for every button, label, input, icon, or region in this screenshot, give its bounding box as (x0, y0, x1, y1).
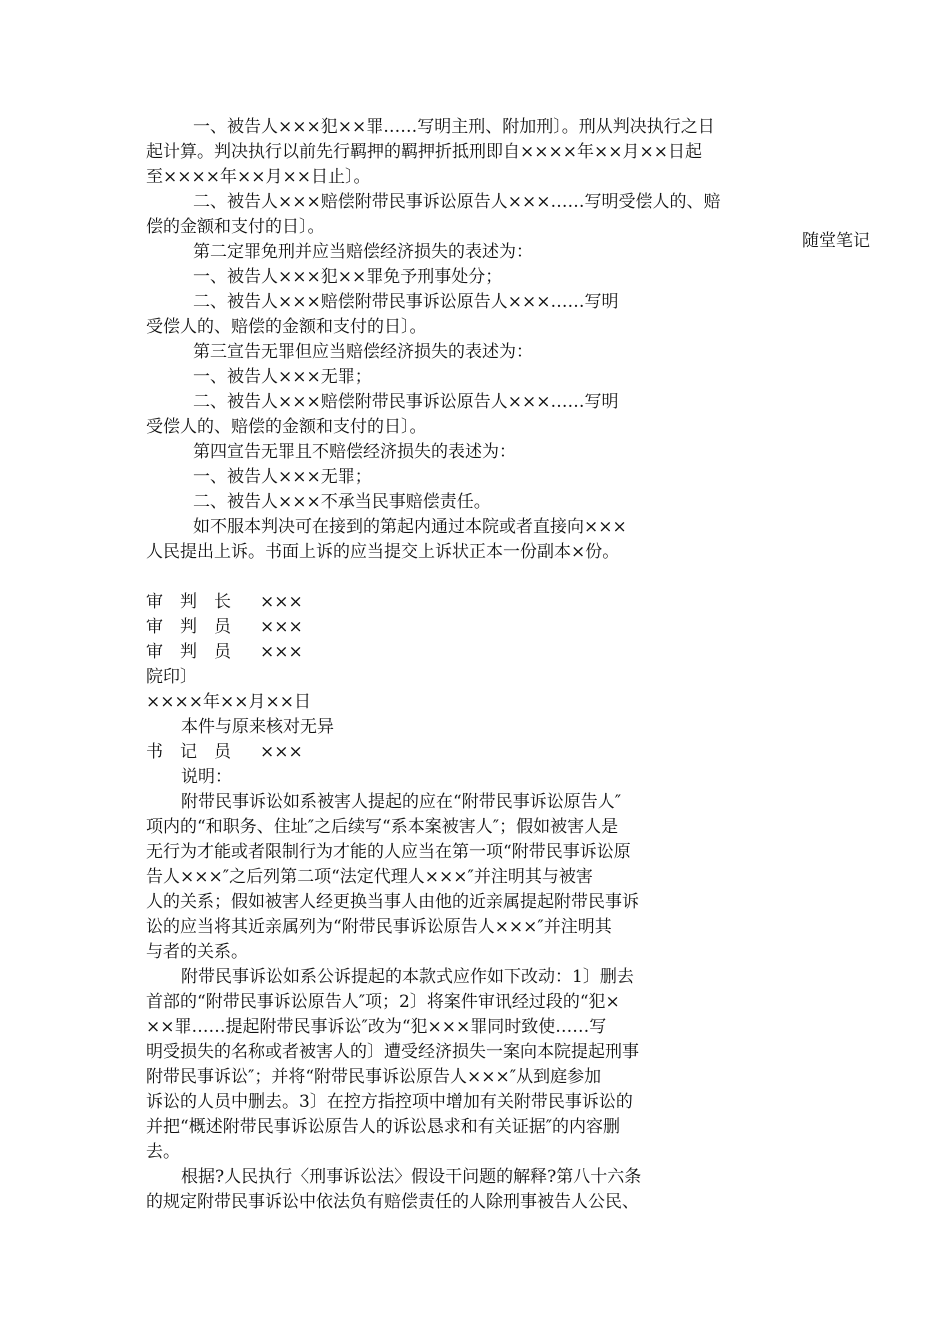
text-line: 二、被告人×××不承当民事赔偿责任。 (193, 492, 491, 512)
text-line: 第二定罪免刑并应当赔偿经济损失的表述为： (193, 242, 533, 262)
text-line: 附带民事诉讼如系公诉提起的本款式应作如下改动：1〕删去 (181, 967, 634, 987)
text-line: 一、被告人×××无罪； (193, 467, 372, 487)
text-line: 讼的应当将其近亲属列为“附带民事诉讼原告人×××″并注明其 (146, 917, 612, 937)
signature-name: ××× (260, 592, 303, 612)
text-line: 起计算。判决执行以前先行羁押的羁押折抵刑即自××××年××月××日起 (146, 142, 702, 162)
text-line: 第四宣告无罪且不赔偿经济损失的表述为： (193, 442, 516, 462)
signature-line (146, 740, 303, 765)
text-line: 受偿人的、赔偿的金额和支付的日〕。 (146, 317, 427, 337)
text-line: ××罪……提起附带民事诉讼″改为“犯×××罪同时致使……写 (146, 1017, 607, 1037)
text-line: 附带民事诉讼″；并将“附带民事诉讼原告人×××″从到庭参加 (146, 1067, 602, 1087)
text-line: 一、被告人×××无罪； (193, 367, 372, 387)
text-line: 一、被告人×××犯××罪……写明主刑、附加刑〕。刑从判决执行之日 (193, 117, 715, 137)
signature-line (146, 590, 303, 615)
text-line: 人民提出上诉。书面上诉的应当提交上诉状正本一份副本×份。 (146, 542, 620, 562)
signature-role: 审 判 员 (146, 642, 231, 662)
signature-name: ××× (260, 742, 303, 762)
text-line: 根据?人民执行〈刑事诉讼法〉假设干问题的解释?第八十六条 (181, 1167, 642, 1187)
signature-name: ××× (260, 642, 303, 662)
signature-line (146, 640, 303, 665)
text-line: 无行为才能或者限制行为才能的人应当在第一项“附带民事诉讼原 (146, 842, 631, 862)
text-line: 说明： (181, 767, 232, 787)
text-line: 的规定附带民事诉讼中依法负有赔偿责任的人除刑事被告人公民、 (146, 1192, 639, 1212)
text-line: 附带民事诉讼如系被害人提起的应在“附带民事诉讼原告人″ (181, 792, 622, 812)
text-line: 本件与原来核对无异 (181, 717, 334, 737)
text-line: 诉讼的人员中删去。3〕在控方指控项中增加有关附带民事诉讼的 (146, 1092, 633, 1112)
signature-name: ××× (260, 617, 303, 637)
text-line: 告人×××″之后列第二项“法定代理人×××″并注明其与被害 (146, 867, 593, 887)
text-line: 二、被告人×××赔偿附带民事诉讼原告人×××……写明 (193, 392, 619, 412)
signature-role: 审 判 长 (146, 592, 231, 612)
text-line: 至××××年××月××日止〕。 (146, 167, 371, 187)
text-line: 二、被告人×××赔偿附带民事诉讼原告人×××……写明 (193, 292, 619, 312)
text-line: 二、被告人×××赔偿附带民事诉讼原告人×××……写明受偿人的、赔 (193, 192, 721, 212)
text-line: 明受损失的名称或者被害人的〕遭受经济损失一案向本院提起刑事 (146, 1042, 639, 1062)
text-line: 受偿人的、赔偿的金额和支付的日〕。 (146, 417, 427, 437)
side-note: 随堂笔记 (802, 231, 870, 251)
signature-role: 书 记 员 (146, 742, 231, 762)
signature-role: 审 判 员 (146, 617, 231, 637)
text-line: 一、被告人×××犯××罪免予刑事处分； (193, 267, 503, 287)
text-line: 院印〕 (146, 667, 197, 687)
text-line: 项内的“和职务、住址″之后续写“系本案被害人″；假如被害人是 (146, 817, 619, 837)
text-line: 首部的“附带民事诉讼原告人″项；2〕将案件审讯经过段的“犯× (146, 992, 620, 1012)
text-line: 并把“概述附带民事诉讼原告人的诉讼恳求和有关证据″的内容删 (146, 1117, 621, 1137)
text-line: 偿的金额和支付的日〕。 (146, 217, 325, 237)
text-line: ××××年××月××日 (146, 692, 311, 712)
text-line: 第三宣告无罪但应当赔偿经济损失的表述为： (193, 342, 533, 362)
text-line: 去。 (146, 1142, 180, 1162)
text-line: 与者的关系。 (146, 942, 248, 962)
signature-line (146, 615, 303, 640)
text-line: 如不服本判决可在接到的第起内通过本院或者直接向××× (193, 517, 627, 537)
text-line: 人的关系；假如被害人经更换当事人由他的近亲属提起附带民事诉 (146, 892, 639, 912)
